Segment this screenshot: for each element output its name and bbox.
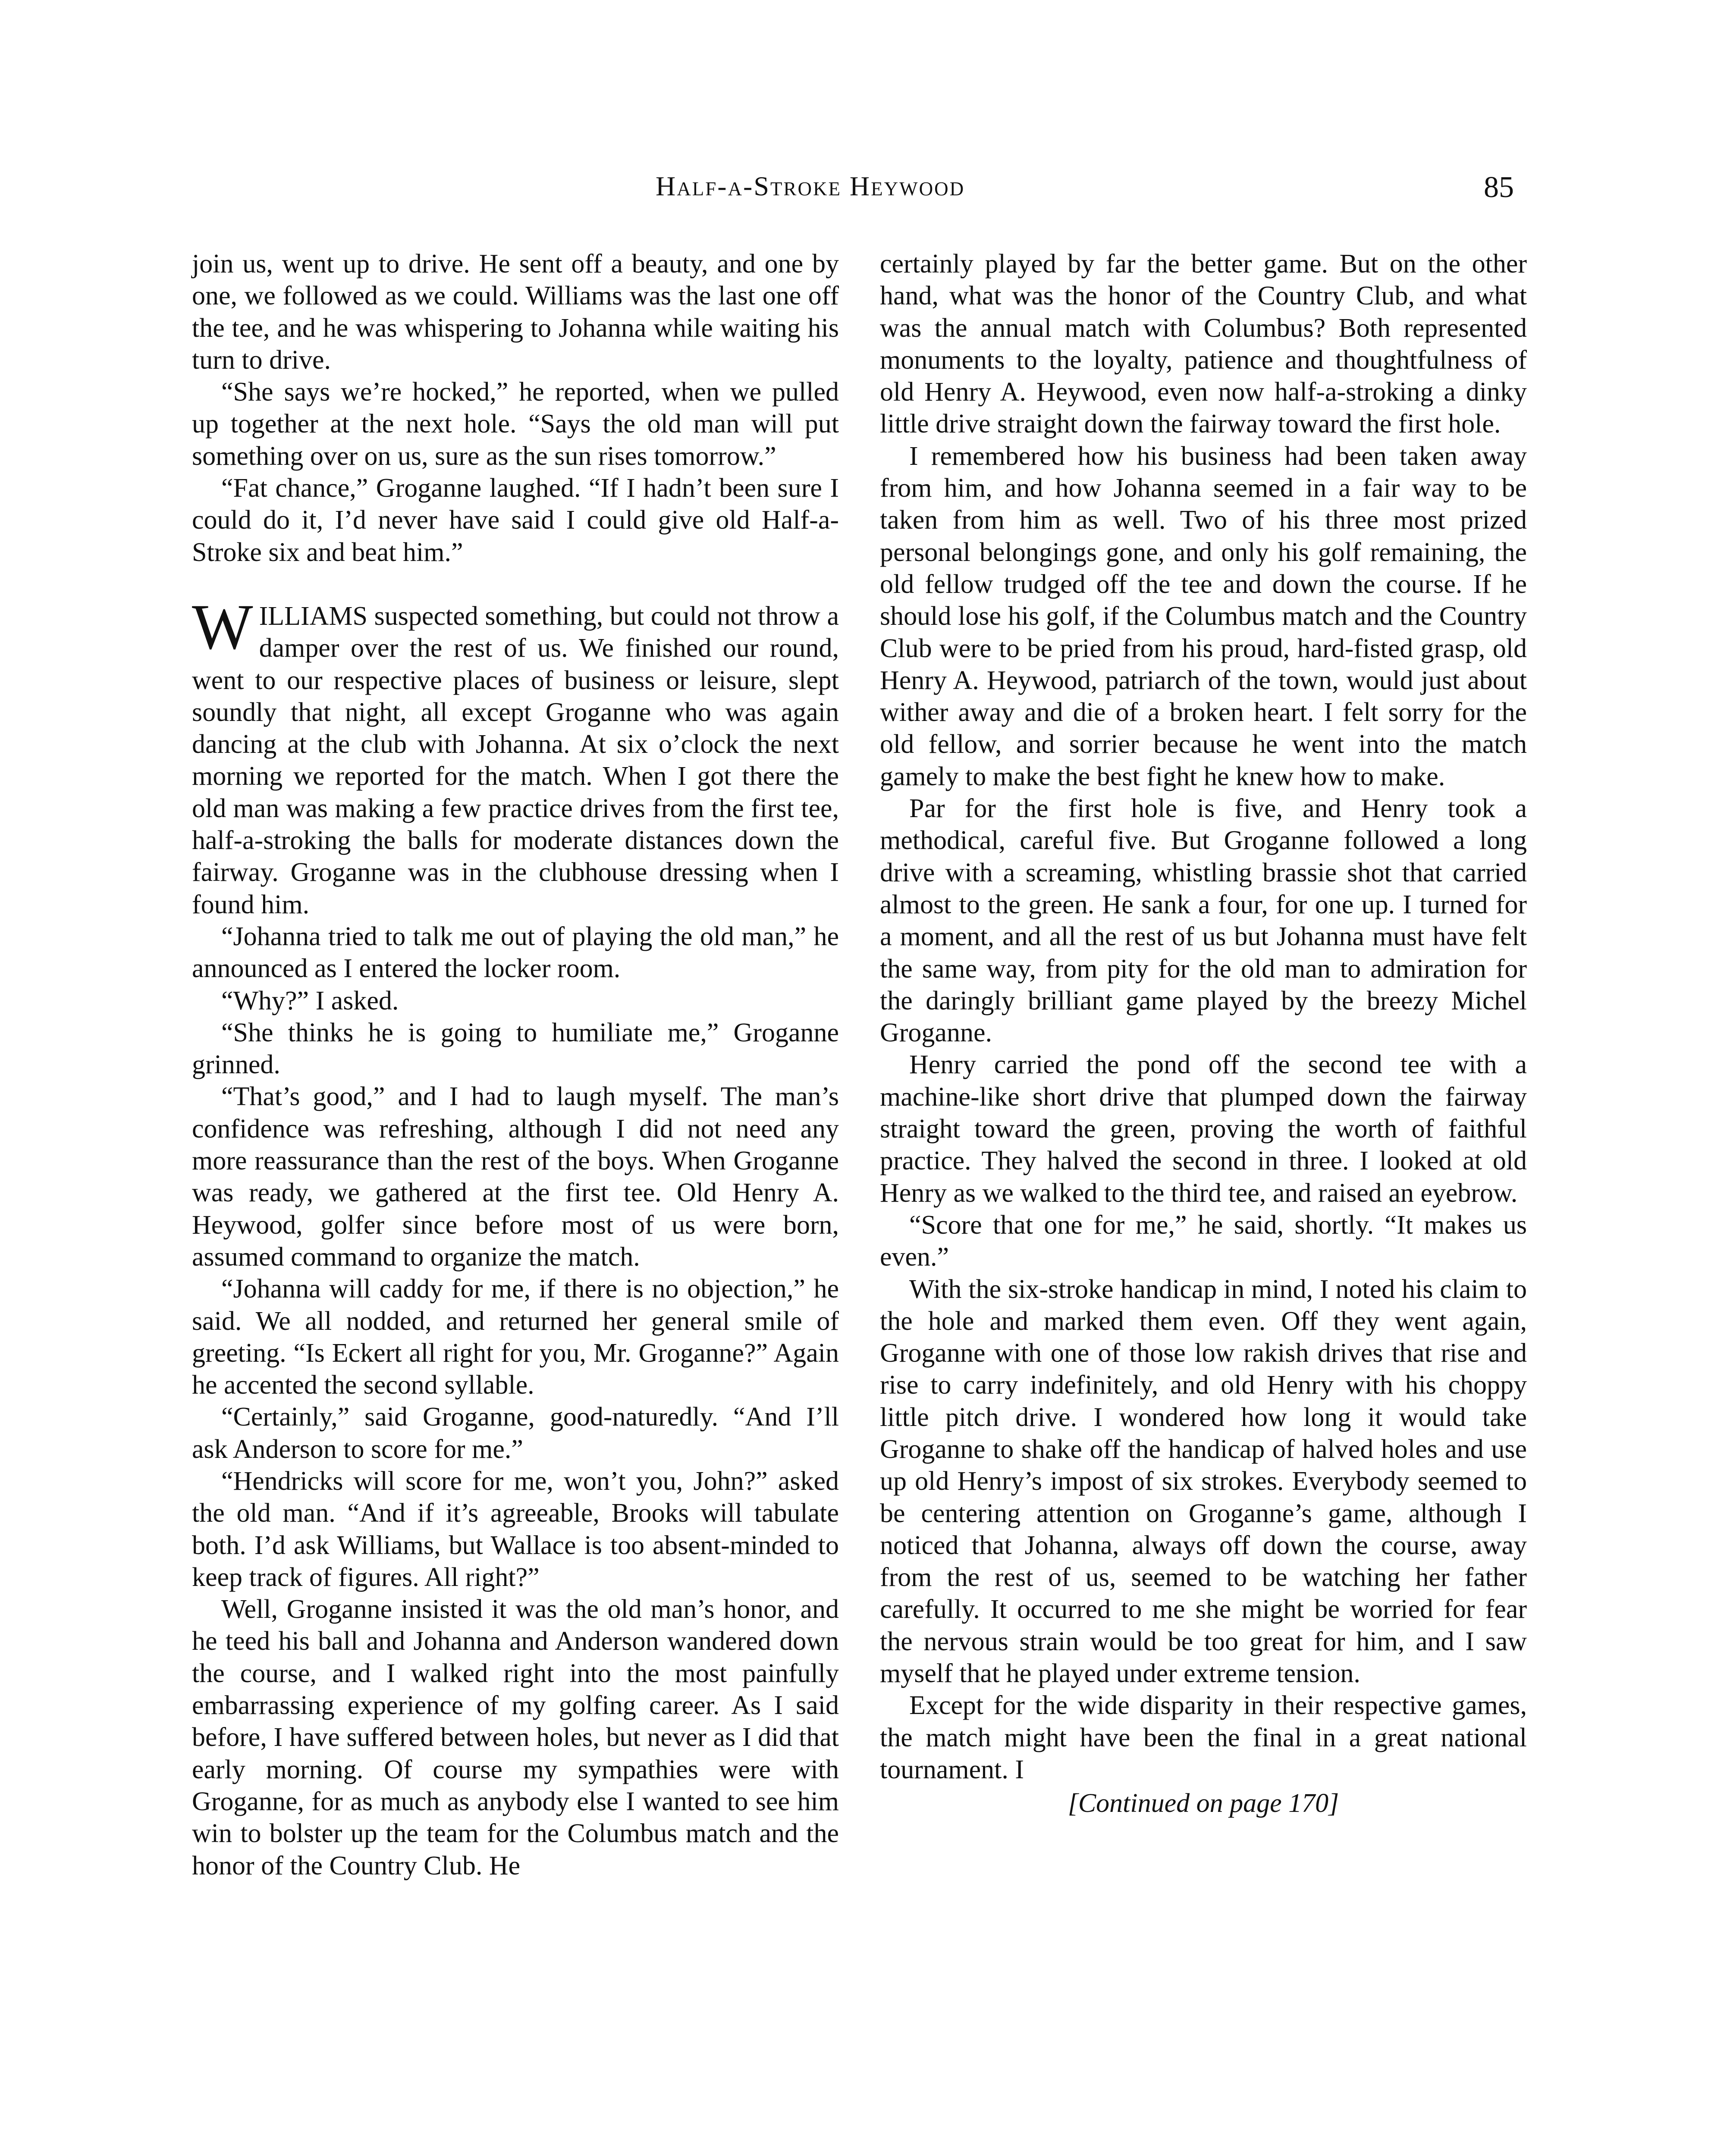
paragraph: “That’s good,” and I had to laugh myself. The man’s confidence was refreshing, although I did not need any more reassurance than the rest of the boys. When Groganne was ready, we gathered at the first tee. Old Henry A. Heywood, golfer since before most of us were born, assumed command to organize the match. <box>192 1082 839 1272</box>
left-column <box>192 248 839 1882</box>
paragraph: I remembered how his business had been taken away from him, and how Johanna seemed in a fair way to be taken from him as well. Two of his three most prized personal belongings gone, and only his golf remaining, the old fellow trudged off the tee and down the course. If he should lose his golf, if the Columbus match and the Country Club were to be pried from his proud, hard-fisted grasp, old Henry A. Heywood, patriarch of the town, would just about wither away and die of a broken heart. I felt sorry for the old fellow, and sorrier because he went into the match gamely to make the best fight he knew how to make. <box>880 441 1527 791</box>
paragraph: “She says we’re hocked,” he reported, when we pulled up together at the next hole. “Says the old man will put something over on us, sure as the sun rises tomorrow.” <box>192 377 839 471</box>
paragraph: “Hendricks will score for me, won’t you, John?” asked the old man. “And if it’s agreeable, Brooks will tabulate both. I’d ask Williams, but Wallace is too absent-minded to keep track of figures. All right?” <box>192 1466 839 1592</box>
paragraph: With the six-stroke handicap in mind, I noted his claim to the hole and marked them even. Off they went again, Groganne with one of those low rakish drives that rise and rise to carry indefinitely, and old Henry with his choppy little pitch drive. I wondered how long it would take Groganne to shake off the handicap of halved holes and use up old Henry’s impost of six strokes. Everybody seemed to be centering attention on Groganne’s game, although I noticed that Johanna, always off down the course, away from the rest of us, seemed to be watching her father carefully. It occurred to me she might be worried for fear the nervous strain would be too great for him, and I saw myself that he played under extreme tension. <box>880 1274 1527 1689</box>
paragraph: “Johanna tried to talk me out of playing the old man,” he announced as I entered the locker room. <box>192 921 839 984</box>
paragraph: “Fat chance,” Groganne laughed. “If I hadn’t been sure I could do it, I’d never have said I could give old Half-a-Stroke six and beat him.” <box>192 473 839 567</box>
paragraph: Except for the wide disparity in their respective games, the match might have been the final in a great national tournament. I <box>880 1691 1527 1784</box>
paragraph: “Score that one for me,” he said, shortly. “It makes us even.” <box>880 1210 1527 1272</box>
page-number: 85 <box>1484 171 1514 204</box>
section-break-text: ILLIAMS suspected something, but could not throw a damper over the rest of us. We finished our round, went to our respective places of business or leisure, slept soundly that night, all except Groganne who was again dancing at the club with Johanna. At six o’clock the next morning we reported for the match. When I got there the old man was making a few practice drives from the first tee, half-a-stroking the balls for moderate distances down the fairway. Groganne was in the clubhouse dressing when I found him. <box>192 601 839 919</box>
continuation-note: [Continued on page 170] <box>1068 1789 1339 1818</box>
paragraph: Henry carried the pond off the second tee with a machine-like short drive that plumped down the fairway straight toward the green, proving the worth of faithful practice. They halved the second in three. I looked at old Henry as we walked to the third tee, and raised an eyebrow. <box>880 1050 1527 1208</box>
section-break-paragraph <box>192 591 839 921</box>
paragraph: join us, went up to drive. He sent off a beauty, and one by one, we followed as we could. Williams was the last one off the tee, and he was whispering to Johanna while waiting his turn to drive. <box>192 249 839 375</box>
paragraph: “Certainly,” said Groganne, good-naturedly. “And I’ll ask Anderson to score for me.” <box>192 1402 839 1464</box>
running-title: Half-a-Stroke Heywood <box>656 171 965 201</box>
paragraph: Well, Groganne insisted it was the old man’s honor, and he teed his ball and Johanna and Anderson wandered down the course, and I walked right into the most painfully embarrassing experience of my golfing career. As I said before, I have suffered between holes, but never as I did that early morning. Of course my sympathies were with Groganne, for as much as anybody else I wanted to see him win to bolster up the team for the Columbus match and the honor of the Country Club. He <box>192 1595 839 1880</box>
paragraph: “Why?” I asked. <box>221 986 399 1015</box>
paragraph: Par for the first hole is five, and Henry took a methodical, careful five. But Groganne followed a long drive with a screaming, whistling brassie shot that carried almost to the green. He sank a four, for one up. I turned for a moment, and all the rest of us but Johanna must have felt the same way, from pity for the old man to admiration for the daringly brilliant game played by the breezy Michel Groganne. <box>880 794 1527 1048</box>
paragraph: “She thinks he is going to humiliate me,” Groganne grinned. <box>192 1018 839 1080</box>
paragraph: certainly played by far the better game. But on the other hand, what was the honor of the Country Club, and what was the annual match with Columbus? Both represented monuments to the loyalty, patience and thoughtfulness of old Henry A. Heywood, even now half-a-stroking a dinky little drive straight down the fairway toward the first hole. <box>880 249 1527 439</box>
right-column <box>880 248 1527 1820</box>
drop-cap: W <box>192 591 253 663</box>
paragraph: “Johanna will caddy for me, if there is no objection,” he said. We all nodded, and returned her general smile of greeting. “Is Eckert all right for you, Mr. Groganne?” Again he accented the second syllable. <box>192 1274 839 1400</box>
